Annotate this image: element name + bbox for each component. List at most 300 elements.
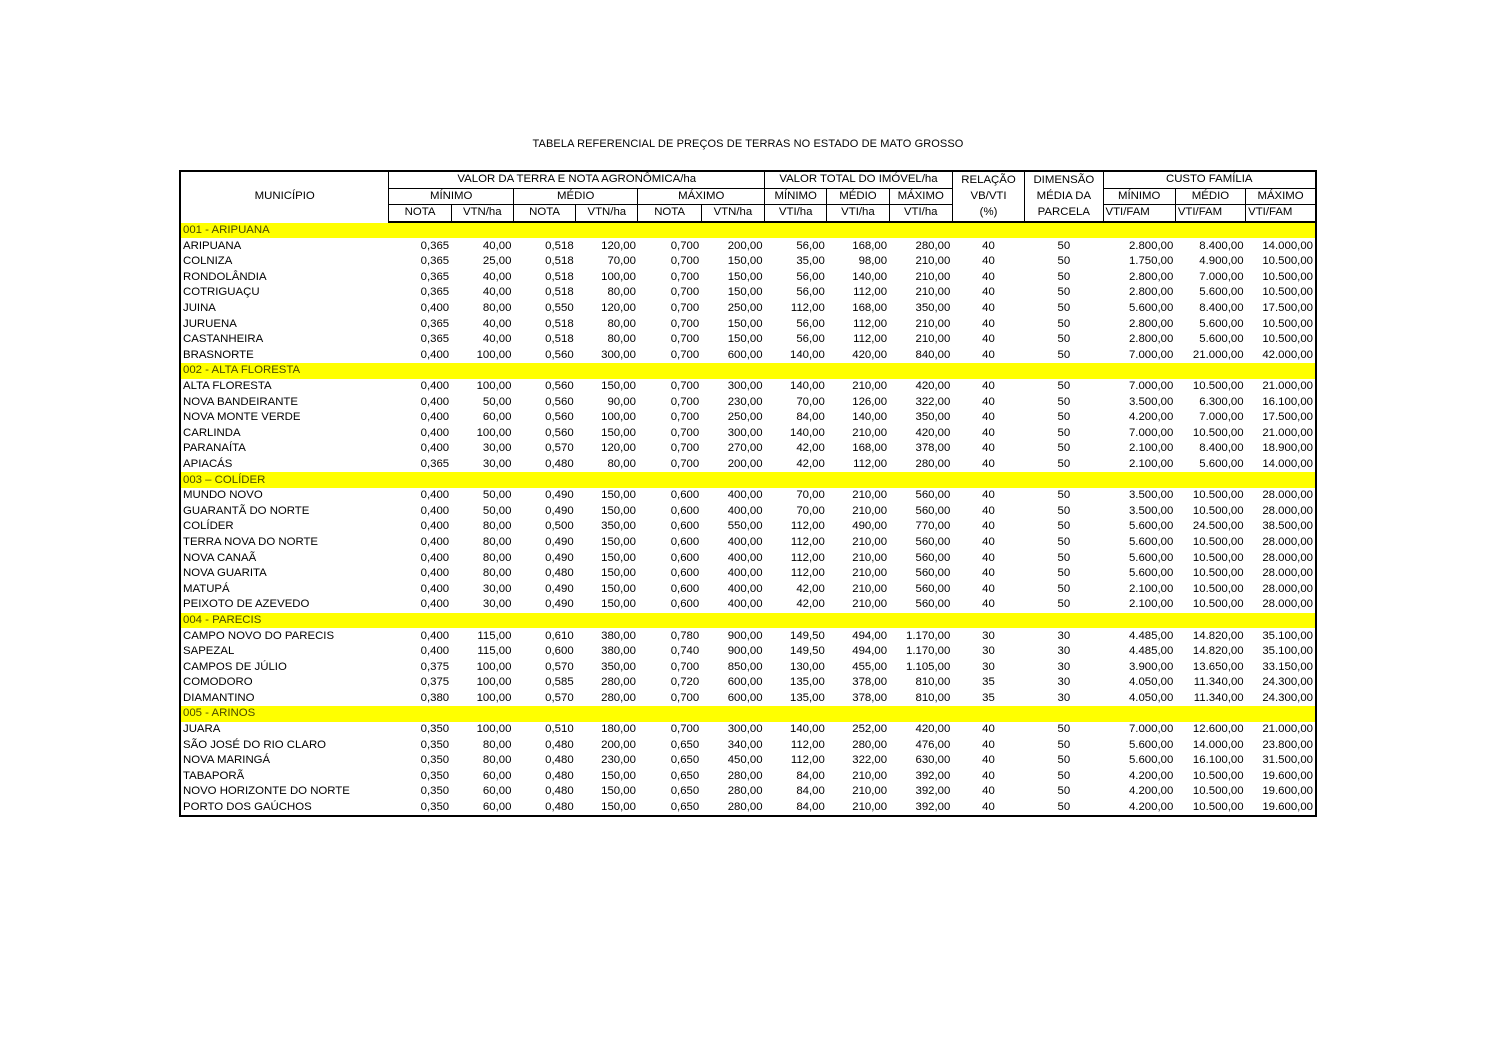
cell-vti-fam-med: 10.500,00 — [1192, 426, 1244, 439]
cell-vtn-max: 280,00 — [727, 785, 763, 798]
cell-municipio: TERRA NOVA DO NORTE — [183, 535, 319, 548]
cell-vti-ha-med: 112,00 — [853, 286, 888, 299]
cell-vti-fam-min: 4.050,00 — [1128, 676, 1174, 689]
cell-vti-fam-max: 16.100,00 — [1262, 395, 1313, 408]
cell-nota-med: 0,490 — [545, 598, 574, 611]
cell-vti-fam-med: 14.820,00 — [1192, 645, 1244, 658]
cell-vtn-max: 200,00 — [727, 239, 763, 252]
cell-relacao: 40 — [982, 348, 995, 361]
cell-vti-fam-min: 5.600,00 — [1128, 302, 1174, 315]
cell-municipio: PEIXOTO DE AZEVEDO — [183, 598, 310, 611]
cell-vti-ha-max: 560,00 — [915, 535, 951, 548]
cell-nota-med: 0,480 — [545, 785, 574, 798]
cell-nota-min: 0,350 — [420, 738, 450, 751]
cell-vtn-med: 120,00 — [601, 442, 636, 455]
cell-nota-max: 0,700 — [670, 239, 700, 252]
cell-vti-fam-max: 10.500,00 — [1262, 286, 1313, 299]
table-body — [180, 222, 1316, 817]
cell-relacao: 40 — [982, 286, 995, 299]
cell-vti-fam-med: 10.500,00 — [1192, 785, 1244, 798]
table-row — [180, 519, 1316, 535]
cell-nota-min: 0,400 — [420, 520, 450, 533]
cell-vti-fam-max: 28.000,00 — [1262, 551, 1313, 564]
cell-relacao: 40 — [982, 582, 995, 595]
cell-nota-med: 0,480 — [545, 801, 574, 814]
cell-vtn-min: 100,00 — [476, 660, 512, 673]
cell-nota-med: 0,570 — [545, 660, 574, 673]
cell-vti-ha-max: 420,00 — [915, 426, 951, 439]
cell-vti-fam-max: 28.000,00 — [1262, 598, 1313, 611]
cell-relacao: 40 — [982, 411, 995, 424]
header-valor-terra: VALOR DA TERRA E NOTA AGRONÔMICA/ha — [389, 171, 765, 188]
cell-nota-med: 0,560 — [545, 380, 574, 393]
table-row — [180, 503, 1316, 519]
cell-relacao: 40 — [982, 255, 995, 268]
cell-vtn-med: 200,00 — [601, 738, 636, 751]
cell-vti-ha-med: 210,00 — [852, 489, 888, 502]
cell-vtn-min: 30,00 — [482, 582, 512, 595]
cell-vti-ha-med: 112,00 — [853, 333, 888, 346]
cell-municipio: NOVA BANDEIRANTE — [183, 395, 298, 408]
cell-vti-ha-min: 42,00 — [796, 582, 825, 595]
cell-vtn-med: 150,00 — [601, 551, 636, 564]
cell-vtn-med: 80,00 — [607, 317, 636, 330]
cell-vti-ha-min: 112,00 — [790, 754, 825, 767]
cell-vti-fam-min: 3.900,00 — [1128, 660, 1174, 673]
header-vti-fam-max: VTI/FAM — [1246, 205, 1316, 222]
cell-vti-fam-max: 38.500,00 — [1262, 520, 1313, 533]
cell-vtn-max: 270,00 — [727, 442, 763, 455]
cell-vti-ha-med: 378,00 — [852, 691, 888, 704]
cell-municipio: CASTANHEIRA — [183, 333, 264, 346]
cell-vti-fam-med: 10.500,00 — [1192, 489, 1244, 502]
header-nota-med: NOTA — [513, 205, 575, 222]
cell-municipio: NOVA MARINGÁ — [183, 754, 271, 767]
table-row — [180, 722, 1316, 738]
cell-nota-min: 0,400 — [420, 302, 450, 315]
cell-nota-min: 0,400 — [420, 645, 450, 658]
cell-vti-fam-max: 28.000,00 — [1262, 582, 1313, 595]
header-municipio: MUNICÍPIO — [254, 190, 315, 203]
cell-nota-med: 0,480 — [545, 567, 574, 580]
cell-relacao: 40 — [982, 239, 995, 252]
cell-vti-fam-med: 5.600,00 — [1199, 286, 1244, 299]
cell-municipio: SÃO JOSÉ DO RIO CLARO — [183, 738, 327, 751]
cell-vti-fam-med: 5.600,00 — [1199, 457, 1244, 470]
cell-vtn-max: 400,00 — [727, 551, 763, 564]
cell-municipio: COMODORO — [183, 676, 253, 689]
cell-vtn-max: 300,00 — [727, 380, 763, 393]
cell-vtn-max: 250,00 — [727, 302, 763, 315]
cell-nota-med: 0,490 — [545, 551, 574, 564]
cell-vtn-max: 280,00 — [727, 801, 763, 814]
region-name: 003 – COLÍDER — [180, 472, 1316, 488]
cell-vti-fam-min: 5.600,00 — [1128, 520, 1174, 533]
cell-vtn-min: 50,00 — [482, 395, 512, 408]
cell-vtn-max: 400,00 — [727, 582, 763, 595]
cell-vtn-max: 400,00 — [727, 489, 763, 502]
cell-vtn-max: 400,00 — [727, 504, 763, 517]
cell-dimensao: 30 — [1057, 660, 1071, 673]
cell-relacao: 40 — [982, 395, 995, 408]
cell-vti-fam-min: 3.500,00 — [1128, 395, 1174, 408]
cell-vtn-med: 280,00 — [601, 691, 636, 704]
cell-nota-max: 0,700 — [670, 457, 700, 470]
header-vti-fam-med: VTI/FAM — [1175, 205, 1245, 222]
cell-vti-ha-max: 392,00 — [915, 769, 951, 782]
cell-vti-fam-min: 4.485,00 — [1128, 645, 1174, 658]
cell-vtn-max: 600,00 — [727, 676, 763, 689]
cell-nota-max: 0,700 — [670, 411, 700, 424]
cell-municipio: ALTA FLORESTA — [183, 380, 272, 393]
cell-vtn-min: 80,00 — [482, 567, 512, 580]
table-row — [180, 270, 1316, 286]
cell-municipio: CARLINDA — [183, 426, 241, 439]
cell-relacao: 40 — [982, 738, 995, 751]
cell-nota-med: 0,480 — [545, 738, 574, 751]
header-vtn-max: VTN/ha — [701, 205, 764, 222]
cell-vtn-max: 250,00 — [727, 411, 763, 424]
cell-municipio: NOVA MONTE VERDE — [183, 411, 301, 424]
table-row — [180, 566, 1316, 582]
cell-nota-min: 0,350 — [420, 754, 450, 767]
cell-vti-ha-max: 840,00 — [915, 348, 951, 361]
cell-nota-med: 0,490 — [545, 582, 574, 595]
cell-vti-fam-max: 28.000,00 — [1262, 567, 1313, 580]
cell-vtn-min: 80,00 — [482, 535, 512, 548]
cell-vtn-med: 150,00 — [601, 801, 636, 814]
cell-vti-ha-min: 130,00 — [789, 660, 825, 673]
cell-vti-ha-min: 140,00 — [789, 380, 825, 393]
cell-vti-fam-min: 7.000,00 — [1128, 426, 1174, 439]
cell-vti-fam-max: 35.100,00 — [1262, 629, 1313, 642]
cell-vtn-min: 60,00 — [482, 801, 512, 814]
cell-vtn-med: 150,00 — [601, 598, 636, 611]
cell-nota-max: 0,600 — [670, 582, 700, 595]
cell-vti-ha-min: 42,00 — [796, 598, 825, 611]
cell-dimensao: 50 — [1057, 582, 1071, 595]
cell-nota-min: 0,375 — [420, 676, 450, 689]
cell-nota-max: 0,600 — [670, 504, 700, 517]
cell-nota-max: 0,700 — [670, 286, 700, 299]
cell-vti-fam-min: 2.800,00 — [1128, 333, 1174, 346]
cell-dimensao: 50 — [1057, 738, 1071, 751]
cell-relacao: 40 — [982, 442, 995, 455]
cell-nota-min: 0,365 — [420, 333, 450, 346]
document-title: TABELA REFERENCIAL DE PREÇOS DE TERRAS NO ESTADO DE MATO GROSSO — [532, 138, 964, 150]
cell-vti-ha-min: 42,00 — [796, 442, 825, 455]
cell-nota-min: 0,400 — [420, 411, 450, 424]
header-nota-min: NOTA — [389, 205, 451, 222]
cell-vti-ha-min: 56,00 — [796, 239, 825, 252]
cell-dimensao: 50 — [1057, 239, 1071, 252]
cell-relacao: 40 — [982, 567, 995, 580]
cell-vti-ha-max: 1.170,00 — [906, 629, 951, 642]
cell-vtn-med: 150,00 — [601, 769, 636, 782]
table-row — [180, 488, 1316, 504]
cell-nota-min: 0,400 — [420, 551, 450, 564]
cell-vti-ha-med: 210,00 — [852, 567, 888, 580]
cell-vtn-med: 80,00 — [607, 286, 636, 299]
cell-nota-med: 0,518 — [545, 317, 574, 330]
cell-nota-max: 0,700 — [670, 691, 700, 704]
cell-nota-max: 0,700 — [670, 333, 700, 346]
cell-vti-fam-min: 2.800,00 — [1128, 286, 1174, 299]
cell-nota-min: 0,365 — [420, 317, 450, 330]
cell-vti-fam-med: 8.400,00 — [1199, 302, 1244, 315]
cell-relacao: 40 — [982, 598, 995, 611]
cell-vti-ha-min: 56,00 — [796, 317, 825, 330]
cell-nota-max: 0,780 — [670, 629, 700, 642]
cell-nota-max: 0,600 — [670, 598, 700, 611]
cell-vti-fam-max: 18.900,00 — [1262, 442, 1313, 455]
cell-vti-fam-max: 35.100,00 — [1262, 645, 1313, 658]
cell-vti-fam-med: 16.100,00 — [1192, 754, 1244, 767]
cell-nota-max: 0,700 — [670, 255, 700, 268]
header-valor-total: VALOR TOTAL DO IMÓVEL/ha — [765, 171, 953, 188]
cell-vti-ha-max: 1.105,00 — [906, 660, 951, 673]
cell-dimensao: 50 — [1057, 333, 1071, 346]
cell-municipio: PORTO DOS GAÚCHOS — [183, 801, 312, 814]
region-header-row — [180, 222, 1316, 239]
table-row — [180, 753, 1316, 769]
cell-relacao: 40 — [982, 723, 995, 736]
cell-vti-ha-med: 140,00 — [852, 270, 888, 283]
cell-vti-fam-min: 2.800,00 — [1128, 270, 1174, 283]
cell-municipio: PARANAÍTA — [183, 442, 246, 455]
cell-dimensao: 50 — [1057, 520, 1071, 533]
cell-vti-ha-med: 210,00 — [852, 598, 888, 611]
cell-nota-max: 0,700 — [670, 660, 700, 673]
cell-municipio: COTRIGUAÇU — [183, 286, 260, 299]
cell-dimensao: 30 — [1057, 629, 1071, 642]
cell-relacao: 40 — [982, 520, 995, 533]
cell-vti-fam-max: 14.000,00 — [1262, 457, 1313, 470]
cell-vti-ha-max: 280,00 — [915, 457, 951, 470]
cell-nota-max: 0,600 — [670, 489, 700, 502]
cell-nota-max: 0,650 — [670, 738, 700, 751]
cell-vti-fam-med: 5.600,00 — [1199, 317, 1244, 330]
cell-municipio: ARIPUANA — [183, 239, 242, 252]
cell-vti-fam-min: 7.000,00 — [1128, 348, 1174, 361]
cell-vtn-med: 150,00 — [601, 380, 636, 393]
cell-vtn-min: 100,00 — [476, 676, 512, 689]
header-vtn-med: VTN/ha — [576, 205, 638, 222]
cell-vtn-min: 80,00 — [482, 754, 512, 767]
cell-vti-fam-med: 7.000,00 — [1199, 270, 1244, 283]
cell-vti-ha-min: 56,00 — [796, 333, 825, 346]
cell-vtn-min: 40,00 — [482, 239, 512, 252]
cell-dimensao: 50 — [1057, 723, 1071, 736]
cell-nota-med: 0,585 — [545, 676, 574, 689]
cell-vtn-max: 150,00 — [727, 333, 763, 346]
region-name: 001 - ARIPUANA — [180, 222, 1316, 239]
cell-municipio: TABAPORÃ — [183, 769, 245, 782]
cell-vti-fam-med: 10.500,00 — [1192, 801, 1244, 814]
cell-vti-ha-max: 280,00 — [915, 239, 951, 252]
table-row — [180, 800, 1316, 817]
table-row — [180, 597, 1316, 613]
cell-municipio: MUNDO NOVO — [183, 489, 263, 502]
cell-relacao: 35 — [982, 691, 995, 704]
cell-nota-med: 0,550 — [545, 302, 574, 315]
header-vti-ha-max: VTI/ha — [889, 205, 952, 222]
cell-nota-min: 0,400 — [420, 426, 450, 439]
cell-vti-ha-max: 560,00 — [915, 489, 951, 502]
cell-vtn-max: 200,00 — [727, 457, 763, 470]
cell-vti-ha-max: 560,00 — [915, 504, 951, 517]
cell-nota-max: 0,700 — [670, 317, 700, 330]
cell-nota-med: 0,570 — [545, 442, 574, 455]
cell-dimensao: 50 — [1057, 754, 1071, 767]
cell-vti-fam-max: 10.500,00 — [1262, 317, 1313, 330]
cell-vtn-med: 350,00 — [601, 520, 636, 533]
cell-vti-fam-min: 5.600,00 — [1128, 754, 1174, 767]
cell-vtn-min: 60,00 — [482, 785, 512, 798]
cell-nota-min: 0,400 — [420, 395, 450, 408]
cell-vtn-med: 150,00 — [601, 489, 636, 502]
cell-vti-fam-min: 2.800,00 — [1128, 239, 1174, 252]
cell-vti-ha-max: 560,00 — [915, 551, 951, 564]
region-name: 002 - ALTA FLORESTA — [180, 363, 1316, 379]
cell-vtn-min: 100,00 — [476, 380, 512, 393]
cell-vti-fam-med: 11.340,00 — [1193, 691, 1244, 704]
cell-vtn-med: 180,00 — [601, 723, 636, 736]
cell-vti-ha-min: 140,00 — [789, 723, 825, 736]
cell-vtn-min: 40,00 — [482, 286, 512, 299]
cell-nota-min: 0,380 — [420, 691, 450, 704]
cell-vti-fam-med: 10.500,00 — [1192, 567, 1244, 580]
cell-nota-min: 0,400 — [420, 504, 450, 517]
cell-vti-ha-med: 280,00 — [852, 738, 888, 751]
cell-vtn-med: 80,00 — [607, 457, 636, 470]
cell-vtn-max: 400,00 — [727, 567, 763, 580]
cell-vti-ha-max: 560,00 — [915, 598, 951, 611]
header-cf-minimo: MÍNIMO — [1103, 188, 1175, 205]
cell-vtn-max: 400,00 — [727, 535, 763, 548]
cell-relacao: 40 — [982, 769, 995, 782]
cell-vtn-min: 100,00 — [476, 348, 512, 361]
region-header-row — [180, 706, 1316, 722]
cell-vti-fam-med: 24.500,00 — [1192, 520, 1244, 533]
cell-vtn-max: 280,00 — [727, 769, 763, 782]
region-header-row — [180, 472, 1316, 488]
cell-vtn-max: 600,00 — [727, 348, 763, 361]
cell-nota-max: 0,600 — [670, 535, 700, 548]
cell-vti-ha-med: 252,00 — [852, 723, 888, 736]
cell-vti-ha-med: 126,00 — [852, 395, 888, 408]
cell-vtn-med: 380,00 — [601, 629, 636, 642]
cell-vtn-med: 100,00 — [601, 411, 636, 424]
land-price-table — [179, 170, 1317, 817]
table-row — [180, 769, 1316, 785]
cell-vti-ha-med: 210,00 — [852, 769, 888, 782]
cell-nota-max: 0,650 — [670, 801, 700, 814]
cell-vti-ha-med: 210,00 — [852, 801, 888, 814]
cell-vti-ha-min: 149,50 — [789, 645, 825, 658]
cell-municipio: CAMPO NOVO DO PARECIS — [183, 629, 335, 642]
cell-municipio: MATUPÁ — [183, 582, 230, 595]
cell-nota-max: 0,650 — [670, 769, 700, 782]
cell-vti-fam-med: 12.600,00 — [1192, 723, 1244, 736]
table-header — [180, 171, 1316, 222]
cell-dimensao: 30 — [1057, 645, 1071, 658]
cell-municipio: JUINA — [183, 302, 216, 315]
cell-vtn-min: 40,00 — [482, 333, 512, 346]
cell-vti-ha-med: 98,00 — [858, 255, 888, 268]
cell-nota-max: 0,600 — [670, 567, 700, 580]
cell-vti-fam-min: 1.750,00 — [1128, 255, 1174, 268]
cell-vti-ha-max: 210,00 — [915, 333, 951, 346]
cell-vti-fam-min: 4.200,00 — [1128, 801, 1174, 814]
cell-vtn-max: 600,00 — [727, 691, 763, 704]
cell-vti-fam-min: 7.000,00 — [1128, 723, 1174, 736]
cell-nota-max: 0,700 — [670, 380, 700, 393]
cell-vti-ha-max: 810,00 — [915, 691, 951, 704]
cell-vtn-max: 150,00 — [727, 255, 763, 268]
cell-nota-min: 0,400 — [420, 629, 450, 642]
cell-nota-med: 0,490 — [545, 535, 574, 548]
cell-nota-min: 0,365 — [420, 286, 450, 299]
cell-vti-ha-min: 135,00 — [789, 691, 825, 704]
cell-dimensao: 50 — [1057, 457, 1071, 470]
cell-vtn-min: 100,00 — [476, 691, 512, 704]
cell-vti-ha-med: 168,00 — [852, 302, 888, 315]
cell-dimensao: 50 — [1057, 769, 1071, 782]
cell-nota-max: 0,700 — [670, 426, 700, 439]
cell-vtn-min: 30,00 — [482, 598, 512, 611]
cell-nota-med: 0,518 — [545, 286, 574, 299]
cell-nota-min: 0,400 — [420, 489, 450, 502]
cell-vtn-min: 60,00 — [482, 769, 512, 782]
cell-vtn-max: 850,00 — [727, 660, 763, 673]
cell-nota-med: 0,490 — [545, 504, 574, 517]
cell-vtn-min: 40,00 — [482, 270, 512, 283]
cell-dimensao: 50 — [1057, 317, 1071, 330]
cell-vti-ha-max: 210,00 — [915, 255, 951, 268]
cell-vti-ha-max: 476,00 — [915, 738, 951, 751]
cell-vti-ha-med: 210,00 — [852, 785, 888, 798]
cell-nota-med: 0,560 — [545, 348, 574, 361]
cell-vti-fam-min: 4.200,00 — [1128, 785, 1174, 798]
cell-vtn-med: 300,00 — [601, 348, 636, 361]
table-row — [180, 348, 1316, 364]
cell-vti-fam-max: 19.600,00 — [1262, 801, 1313, 814]
cell-vti-fam-max: 19.600,00 — [1262, 785, 1313, 798]
cell-vti-fam-min: 4.050,00 — [1128, 691, 1174, 704]
header-cf-maximo: MÁXIMO — [1246, 188, 1316, 205]
cell-dimensao: 50 — [1057, 426, 1071, 439]
cell-nota-min: 0,400 — [420, 598, 450, 611]
cell-vtn-min: 100,00 — [476, 723, 512, 736]
cell-vti-ha-min: 84,00 — [796, 769, 825, 782]
cell-nota-max: 0,700 — [670, 302, 700, 315]
header-vti-ha-min: VTI/ha — [765, 205, 827, 222]
table-row — [180, 457, 1316, 473]
cell-nota-min: 0,350 — [420, 785, 450, 798]
cell-municipio: JUARA — [183, 723, 221, 736]
cell-vti-fam-min: 2.100,00 — [1128, 442, 1174, 455]
cell-nota-min: 0,350 — [420, 801, 450, 814]
cell-vti-ha-med: 210,00 — [852, 551, 888, 564]
cell-vtn-min: 30,00 — [482, 442, 512, 455]
cell-vtn-med: 100,00 — [601, 270, 636, 283]
cell-nota-med: 0,518 — [545, 255, 574, 268]
cell-vti-fam-max: 33.150,00 — [1262, 660, 1313, 673]
cell-vti-ha-min: 112,00 — [790, 551, 825, 564]
cell-vti-fam-med: 10.500,00 — [1192, 551, 1244, 564]
cell-nota-min: 0,375 — [420, 660, 450, 673]
